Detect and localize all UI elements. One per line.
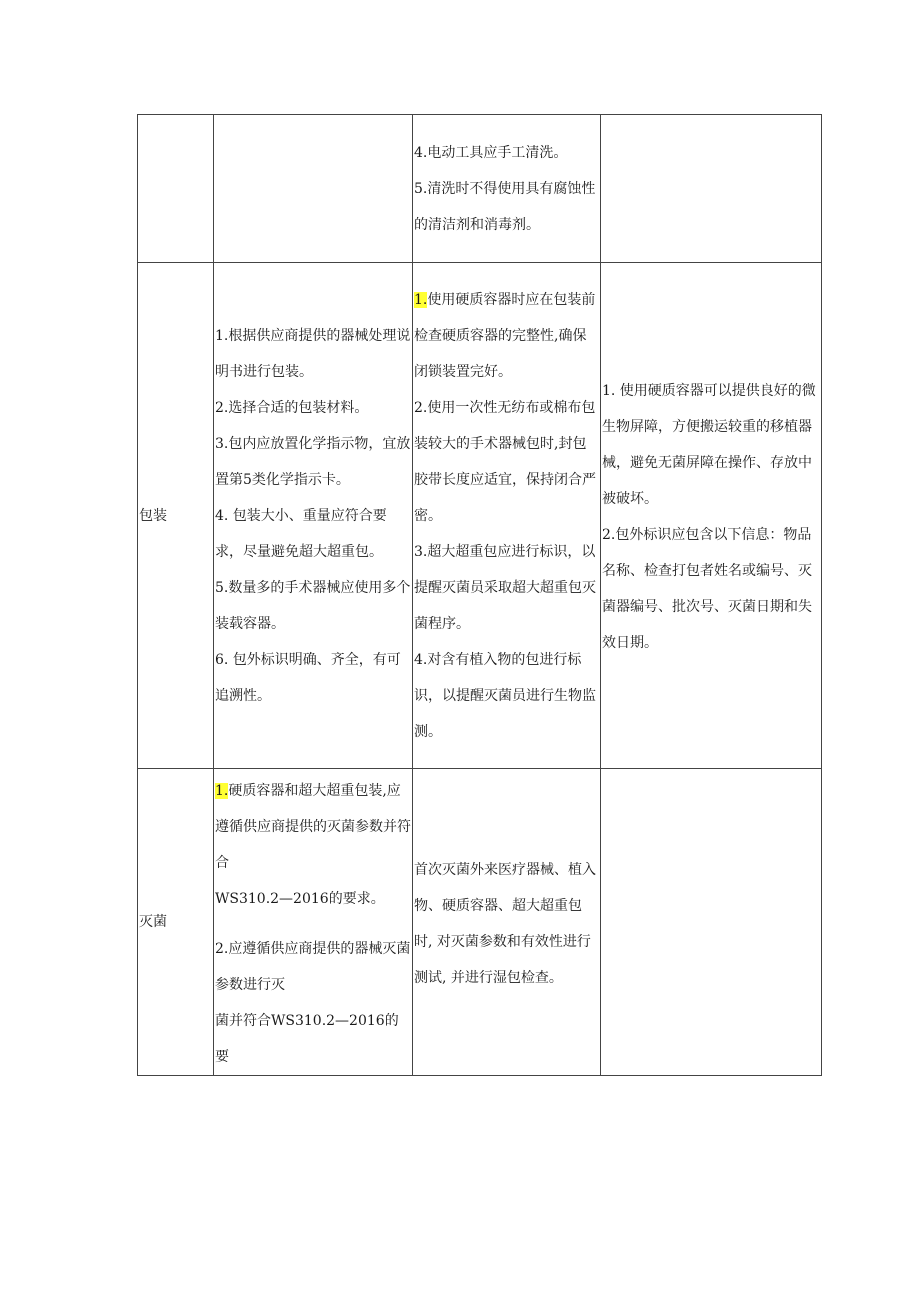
cleaning-note-4: 4.电动工具应手工清洗。 bbox=[414, 144, 568, 161]
packaging-note-2: 2.使用一次性无纺布或棉布包装较大的手术器械包时,封包胶带长度应适宜，保持闭合严密。 bbox=[414, 399, 596, 524]
sterilization-explanation bbox=[601, 769, 822, 1076]
packaging-expl-2: 2.包外标识应包含以下信息：物品名称、检查打包者姓名或编号、灭菌器编号、批次号、灭菌日期和失效日期。 bbox=[602, 526, 812, 651]
table-row-cleaning bbox=[138, 115, 822, 263]
packaging-req-1: 1.根据供应商提供的器械处理说明书进行包装。 bbox=[215, 327, 411, 380]
packaging-explanation bbox=[601, 263, 822, 769]
sterilization-req-2-line1: 2.应遵循供应商提供的器械灭菌参数进行灭 bbox=[215, 941, 411, 993]
packaging-req-6: 6. 包外标识明确、齐全，有可追溯性。 bbox=[215, 651, 401, 704]
packaging-req-4: 4. 包装大小、重量应符合要求，尽量避免超大超重包。 bbox=[215, 507, 387, 560]
sterilization-req-1-text: 硬质容器和超大超重包装,应遵循供应商提供的灭菌参数并符合 bbox=[215, 783, 411, 871]
cell-stage bbox=[138, 115, 214, 263]
packaging-note-1 bbox=[414, 282, 600, 390]
sterilization-req-1-tail: WS310.2—2016的要求。 bbox=[215, 891, 385, 907]
sterilization-notes bbox=[413, 769, 601, 1076]
cell-explanation bbox=[601, 115, 822, 263]
highlight-marker: 1. bbox=[414, 291, 428, 308]
table-row-sterilization bbox=[138, 769, 822, 1076]
packaging-req-3: 3.包内应放置化学指示物，宜放置第5类化学指示卡。 bbox=[215, 435, 411, 488]
highlight-marker: 1. bbox=[215, 783, 229, 799]
packaging-requirements bbox=[214, 263, 413, 769]
packaging-note-3: 3.超大超重包应进行标识，以提醒灭菌员采取超大超重包灭菌程序。 bbox=[414, 543, 596, 632]
packaging-req-5: 5.数量多的手术器械应使用多个装载容器。 bbox=[215, 579, 411, 632]
packaging-note-1-text: 使用硬质容器时应在包装前检查硬质容器的完整性,确保闭锁装置完好。 bbox=[414, 291, 596, 380]
stage-label-packaging: 包装 bbox=[138, 263, 214, 769]
cleaning-note-5: 5.清洗时不得使用具有腐蚀性的清洁剂和消毒剂。 bbox=[414, 180, 596, 233]
stage-label-sterilization: 灭菌 bbox=[138, 769, 214, 1076]
packaging-notes bbox=[413, 263, 601, 769]
packaging-note-4: 4.对含有植入物的包进行标识，以提醒灭菌员进行生物监测。 bbox=[414, 651, 596, 740]
table-row-packaging bbox=[138, 263, 822, 769]
sterilization-req-2-line2: 菌并符合WS310.2—2016的要 bbox=[215, 1013, 399, 1065]
procedure-table bbox=[137, 114, 822, 1076]
packaging-expl-1: 1. 使用硬质容器可以提供良好的微生物屏障，方便搬运较重的移植器械，避免无菌屏障在操作、存放中被破坏。 bbox=[602, 382, 816, 507]
sterilization-req-1 bbox=[215, 773, 412, 881]
sterilization-requirements bbox=[214, 769, 413, 1076]
cell-notes bbox=[413, 115, 601, 263]
sterilization-note: 首次灭菌外来医疗器械、植入物、硬质容器、超大超重包时, 对灭菌参数和有效性进行测试, 并进行湿包检查。 bbox=[414, 862, 596, 986]
packaging-req-2: 2.选择合适的包装材料。 bbox=[215, 399, 369, 416]
cell-requirements bbox=[214, 115, 413, 263]
